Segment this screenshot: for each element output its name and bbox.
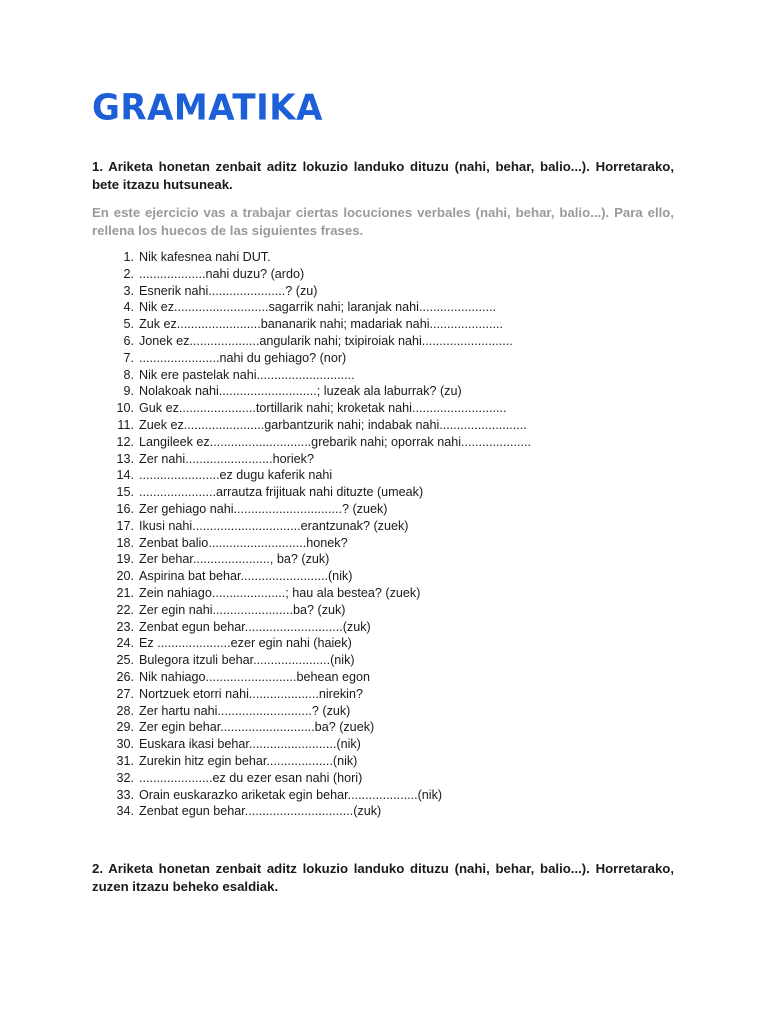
page-title: GRAMATIKA — [92, 87, 323, 129]
exercise-1-sentence-list — [92, 249, 692, 820]
sentence-number: 16. — [116, 501, 134, 516]
sentence-number: 8. — [123, 367, 134, 382]
sentence-text: Zenbat egun behar............................(zuk) — [139, 619, 371, 634]
sentence-number: 14. — [116, 468, 134, 483]
sentence-item — [92, 283, 692, 300]
sentence-text: .......................ez dugu kaferik nahi — [139, 468, 333, 483]
sentence-number: 2. — [123, 266, 134, 281]
exercise-2-heading: 2. Ariketa honetan zenbait aditz lokuzio landuko dituzu (nahi, behar, balio...). Horretarako, zuzen itzazu beheko esaldiak. — [92, 861, 674, 894]
sentence-text: Aspirina bat behar.........................(nik) — [139, 569, 353, 584]
sentence-number: 12. — [116, 434, 134, 449]
sentence-number: 10. — [116, 401, 134, 416]
sentence-item — [92, 736, 692, 753]
sentence-number: 19. — [116, 552, 134, 567]
sentence-item — [92, 753, 692, 770]
sentence-item — [92, 669, 692, 686]
sentence-text: Orain euskarazko ariketak egin behar....................(nik) — [139, 787, 443, 802]
exercise-1-spanish-instructions: En este ejercicio vas a trabajar ciertas locuciones verbales (nahi, behar, balio...). Para ello, rellena los huecos de las siguientes frases. — [92, 205, 674, 238]
sentence-text: Zer egin nahi.......................ba? (zuk) — [139, 602, 346, 617]
sentence-item — [92, 367, 692, 384]
sentence-text: .....................ez du ezer esan nahi (hori) — [139, 770, 363, 785]
sentence-number: 11. — [117, 417, 134, 432]
sentence-number: 22. — [116, 602, 134, 617]
exercise-1-heading: 1. Ariketa honetan zenbait aditz lokuzio landuko dituzu (nahi, behar, balio...). Horretarako, bete itzazu hutsuneak. — [92, 159, 674, 192]
sentence-number: 15. — [116, 485, 134, 500]
sentence-item — [92, 703, 692, 720]
sentence-number: 5. — [123, 317, 134, 332]
sentence-number: 1. — [123, 250, 134, 264]
sentence-item — [92, 686, 692, 703]
sentence-item — [92, 518, 692, 535]
sentence-text: Zer egin behar...........................ba? (zuek) — [139, 720, 375, 735]
sentence-number: 3. — [123, 283, 134, 298]
sentence-item — [92, 719, 692, 736]
sentence-item — [92, 299, 692, 316]
sentence-text: Ikusi nahi...............................erantzunak? (zuek) — [139, 518, 409, 533]
sentence-item — [92, 484, 692, 501]
sentence-number: 21. — [116, 585, 134, 600]
sentence-item — [92, 619, 692, 636]
sentence-text: ...................nahi duzu? (ardo) — [139, 266, 305, 281]
sentence-number: 13. — [116, 451, 134, 466]
sentence-number: 6. — [123, 333, 134, 348]
sentence-number: 30. — [116, 737, 134, 752]
sentence-text: Zein nahiago.....................; hau ala bestea? (zuek) — [139, 585, 421, 600]
sentence-number: 17. — [116, 518, 134, 533]
sentence-item — [92, 635, 692, 652]
sentence-text: ......................arrautza frijituak nahi dituzte (umeak) — [139, 485, 424, 500]
sentence-item — [92, 501, 692, 518]
sentence-item — [92, 316, 692, 333]
sentence-text: Zer behar......................, ba? (zuk) — [139, 552, 330, 567]
sentence-text: Zer nahi.........................horiek? — [139, 451, 314, 466]
sentence-number: 34. — [116, 804, 134, 819]
sentence-number: 29. — [116, 720, 134, 735]
sentence-text: .......................nahi du gehiago? (nor) — [139, 350, 347, 365]
sentence-text: Nortzuek etorri nahi....................nirekin? — [139, 686, 363, 701]
sentence-number: 25. — [116, 653, 134, 668]
sentence-text: Nik ere pastelak nahi............................ — [139, 367, 355, 382]
sentence-item — [92, 417, 692, 434]
sentence-number: 26. — [116, 669, 134, 684]
sentence-item — [92, 333, 692, 350]
sentence-item — [92, 350, 692, 367]
sentence-number: 33. — [116, 787, 134, 802]
sentence-item — [92, 383, 692, 400]
sentence-item — [92, 652, 692, 669]
sentence-item — [92, 803, 692, 820]
sentence-text: Zurekin hitz egin behar...................(nik) — [139, 753, 358, 768]
sentence-number: 7. — [123, 350, 134, 365]
sentence-text: Ez .....................ezer egin nahi (haiek) — [139, 636, 352, 651]
sentence-text: Nik kafesnea nahi DUT. — [139, 250, 271, 264]
sentence-text: Zenbat balio............................honek? — [139, 535, 348, 550]
sentence-text: Nik nahiago..........................behean egon — [139, 669, 371, 684]
sentence-number: 32. — [116, 770, 134, 785]
sentence-number: 28. — [116, 703, 134, 718]
sentence-number: 20. — [116, 569, 134, 584]
sentence-text: Guk ez......................tortillarik nahi; kroketak nahi........................... — [139, 401, 507, 416]
sentence-number: 31. — [116, 753, 134, 768]
sentence-item — [92, 770, 692, 787]
sentence-number: 4. — [123, 300, 134, 315]
sentence-text: Jonek ez....................angularik nahi; txipiroiak nahi.......................... — [139, 333, 513, 348]
sentence-text: Zuek ez.......................garbantzurik nahi; indabak nahi......................... — [139, 417, 527, 432]
sentence-text: Zer hartu nahi...........................? (zuk) — [139, 703, 351, 718]
sentence-item — [92, 787, 692, 804]
sentence-number: 23. — [116, 619, 134, 634]
sentence-number: 9. — [123, 384, 134, 399]
sentence-number: 27. — [116, 686, 134, 701]
sentence-text: Zer gehiago nahi...............................? (zuek) — [139, 501, 388, 516]
sentence-text: Euskara ikasi behar.........................(nik) — [139, 737, 361, 752]
sentence-text: Esnerik nahi......................? (zu) — [139, 283, 318, 298]
sentence-item — [92, 266, 692, 283]
sentence-item — [92, 467, 692, 484]
sentence-text: Nolakoak nahi............................; luzeak ala laburrak? (zu) — [139, 384, 462, 399]
sentence-text: Zenbat egun behar...............................(zuk) — [139, 804, 382, 819]
sentence-number: 18. — [116, 535, 134, 550]
sentence-item — [92, 400, 692, 417]
sentence-item — [92, 602, 692, 619]
sentence-number: 24. — [116, 636, 134, 651]
sentence-item — [92, 451, 692, 468]
sentence-text: Bulegora itzuli behar......................(nik) — [139, 653, 355, 668]
sentence-item — [92, 568, 692, 585]
sentence-item — [92, 434, 692, 451]
sentence-item — [92, 585, 692, 602]
sentence-item — [92, 551, 692, 568]
sentence-item — [92, 249, 692, 266]
sentence-item — [92, 535, 692, 552]
sentence-text: Zuk ez........................bananarik nahi; madariak nahi..................... — [139, 317, 503, 332]
sentence-text: Nik ez...........................sagarrik nahi; laranjak nahi...................... — [139, 300, 496, 315]
sentence-text: Langileek ez.............................grebarik nahi; oporrak nahi.................... — [139, 434, 531, 449]
